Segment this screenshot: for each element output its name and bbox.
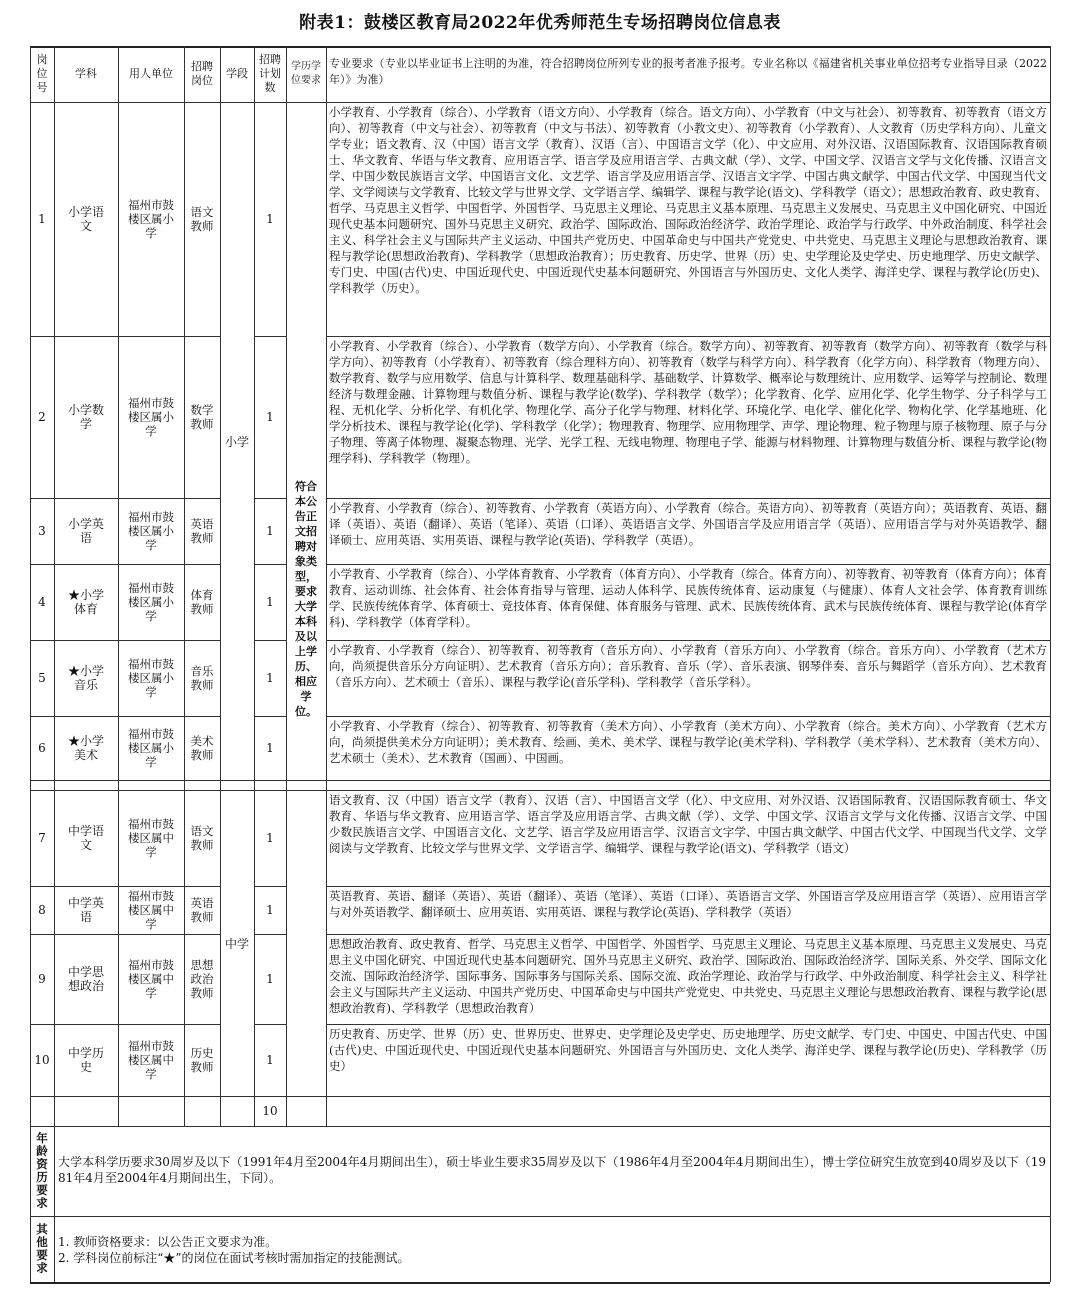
row-7-plan-text: 1 bbox=[266, 831, 274, 845]
row-2-num bbox=[30, 336, 54, 498]
grid-hline bbox=[254, 1024, 286, 1025]
grid-vline bbox=[30, 46, 31, 1126]
row-4-num-text: 4 bbox=[38, 595, 46, 609]
row-4-unit bbox=[118, 564, 184, 640]
row-6-num-text: 6 bbox=[38, 741, 46, 755]
grid-hline bbox=[30, 886, 220, 887]
row-5-subject bbox=[54, 640, 118, 716]
row-8-plan bbox=[254, 886, 286, 934]
grid-hline bbox=[30, 1216, 1050, 1217]
grid-hline bbox=[254, 498, 286, 499]
row-3-post bbox=[184, 498, 220, 564]
row-2-plan bbox=[254, 336, 286, 498]
grid-hline bbox=[326, 886, 1050, 887]
row-5-unit-text: 福州市鼓楼区属小学 bbox=[128, 657, 174, 699]
row-3-plan-text: 1 bbox=[266, 524, 274, 538]
row-4-post-text: 体育教师 bbox=[190, 588, 214, 616]
grid-hline bbox=[254, 934, 286, 935]
row-9-subject bbox=[54, 934, 118, 1024]
row-5-num bbox=[30, 640, 54, 716]
grid-vline bbox=[184, 46, 185, 1126]
row-1-post bbox=[184, 102, 220, 336]
row-3-post-text: 英语教师 bbox=[190, 517, 214, 545]
row-7-subject bbox=[54, 790, 118, 886]
other-line-2: 2. 学科岗位前标注“★”的岗位在面试考核时需加指定的技能测试。 bbox=[58, 1251, 410, 1265]
row-7-unit bbox=[118, 790, 184, 886]
row-2-num-text: 2 bbox=[38, 410, 46, 424]
row-10-num bbox=[30, 1024, 54, 1096]
grid-hline bbox=[30, 1282, 1050, 1284]
grid-vline bbox=[220, 46, 221, 1126]
other-label bbox=[30, 1216, 54, 1282]
grid-hline bbox=[254, 564, 286, 565]
age-label bbox=[30, 1126, 54, 1216]
other-label-text: 其他要求 bbox=[36, 1222, 48, 1275]
row-3-subject-text: 小学英语 bbox=[67, 517, 104, 545]
row-8-subject bbox=[54, 886, 118, 934]
grid-hline bbox=[30, 640, 220, 641]
row-8-num-text: 8 bbox=[38, 903, 46, 917]
header-subject bbox=[54, 46, 118, 102]
row-1-num bbox=[30, 102, 54, 336]
age-text: 大学本科学历要求30周岁及以下（1991年4月至2004年4月期间出生），硕士毕业生要求35周岁及以下（1986年4月至2004年4月期间出生），博士学位研究生放宽到40周岁及以下（1981年4月至2004年4月期间出生，下同）。 bbox=[58, 1155, 1046, 1185]
row-3-unit bbox=[118, 498, 184, 564]
row-10-plan-text: 1 bbox=[266, 1053, 274, 1067]
header-subject-text: 学科 bbox=[75, 67, 97, 80]
row-1-plan-text: 1 bbox=[266, 212, 274, 226]
grid-vline bbox=[118, 46, 119, 1126]
degree-requirement bbox=[286, 102, 326, 1096]
row-10-num-text: 10 bbox=[34, 1053, 50, 1067]
grid-hline bbox=[30, 780, 1050, 781]
row-8-num bbox=[30, 886, 54, 934]
row-5-unit bbox=[118, 640, 184, 716]
row-9-plan bbox=[254, 934, 286, 1024]
other-line-1: 1. 教师资格要求：以公告正文要求为准。 bbox=[58, 1235, 278, 1249]
grid-hline bbox=[254, 886, 286, 887]
header-post bbox=[184, 46, 220, 102]
row-2-major: 小学教育、小学教育（综合）、小学教育（数学方向）、小学教育（综合。数学方向）、初等教育、初等教育（数学方向）、初等教育（数学与科学方向）、初等教育（小学教育）、初等教育（综合理科方向）、初等教育（数学与科学方向）、科学教育（化学方向）、科学教育（物理方向）、数学教育、数学与应用数学、信息与计算科学、数理基础科学、基础数学、计算数学、概率论与数理统计、应用数学、运筹学与控制论、数理经济与数理金融、计算物理与数值分析、课程与教学论(数学)、学科教学（数学）；化学教育、化学、应用化学、化学生物学、分子科学与工程、无机化学、分析化学、有机化学、物理化学、高分子化学与物理、材料化学、环境化学、电化学、催化化学、物构化学、化学基地班、化学分析技术、课程与教学论(化学)、学科教学（化学）；物理教育、物理学、应用物理学、声学、理论物理、粒子物理与原子核物理、原子与分子物理、等离子体物理、凝聚态物理、光学、光学工程、无线电物理、物理电子学、能源与材料物理、计算物理与数值分析、课程与教学论(物理学科)、学科教学（物理）。 bbox=[329, 339, 1047, 465]
grid-vline bbox=[326, 46, 327, 1126]
row-5-major: 小学教育、小学教育（综合）、初等教育、初等教育（音乐方向）、小学教育（音乐方向）、小学教育（综合。音乐方向）、小学教育（艺术方向，尚须提供音乐分方向证明）、艺术教育（音乐方向）；音乐教育、音乐（学）、音乐表演、钢琴伴奏、音乐与舞蹈学（音乐方向）、艺术教育（音乐方向）、艺术硕士（音乐）、课程与教学论(音乐学科)、学科教学（音乐学科）。 bbox=[329, 643, 1047, 689]
grid-hline bbox=[30, 1096, 1050, 1097]
row-8-unit-text: 福州市鼓楼区属中学 bbox=[128, 889, 174, 931]
grid-hline bbox=[326, 934, 1050, 935]
row-3-subject bbox=[54, 498, 118, 564]
row-3-major: 小学教育、小学教育（综合）、初等教育、小学教育（英语方向）、小学教育（综合。英语方向）、初等教育（英语方向）；英语教育、英语、翻译（英语）、英语（翻译）、英语（笔译）、英语（口译）、英语语言文学、外国语言学及应用语言学（英语）、应用语言学与对外英语教学、翻译硕士、应用英语、实用英语、课程与教学论(英语)、学科教学（英语）。 bbox=[329, 501, 1047, 547]
row-8-post bbox=[184, 886, 220, 934]
grid-vline bbox=[1050, 46, 1051, 1126]
header-unit-text: 用人单位 bbox=[129, 67, 173, 80]
grid-hline bbox=[30, 102, 1050, 103]
row-9-plan-text: 1 bbox=[266, 972, 274, 986]
grid-vline bbox=[30, 1126, 31, 1282]
grid-hline bbox=[30, 46, 1050, 48]
row-4-post bbox=[184, 564, 220, 640]
grid-vline bbox=[54, 1126, 55, 1282]
row-1-unit bbox=[118, 102, 184, 336]
grid-vline bbox=[54, 46, 55, 1126]
row-7-major: 语文教育、汉（中国）语言文学（教育）、汉语（言）、中国语言文学（化）、中文应用、对外汉语、汉语国际教育、汉语国际教育硕士、华文教育、华语与华文教育、应用语言学、语言学及应用语言学、古典文献（学）、文学、中国文学、汉语言文学与文化传播、汉语言文学、中国少数民族语言文学、中国语言文化、文艺学、语言学及应用语言学、汉语言文字学、中国古典文献学、中国古代文学、中国现当代文学、文学阅读与文学教育、比较文学与世界文学、文学语言学、编辑学、课程与教学论(语文)、学科教学（语文） bbox=[329, 793, 1047, 855]
row-4-plan bbox=[254, 564, 286, 640]
row-5-num-text: 5 bbox=[38, 671, 46, 685]
row-5-plan-text: 1 bbox=[266, 671, 274, 685]
row-2-post-text: 数学教师 bbox=[190, 403, 214, 431]
grid-hline bbox=[326, 640, 1050, 641]
header-num bbox=[30, 46, 54, 102]
header-stage-text: 学段 bbox=[226, 67, 248, 80]
row-10-unit-text: 福州市鼓楼区属中学 bbox=[128, 1039, 174, 1081]
header-post-text: 招聘岗位 bbox=[191, 60, 213, 87]
row-5-post-text: 音乐教师 bbox=[190, 664, 214, 692]
row-6-plan bbox=[254, 716, 286, 780]
row-8-plan-text: 1 bbox=[266, 903, 274, 917]
row-1-subject-text: 小学语文 bbox=[67, 205, 104, 233]
row-7-num bbox=[30, 790, 54, 886]
grid-hline bbox=[30, 790, 1050, 791]
row-5-plan bbox=[254, 640, 286, 716]
row-7-post bbox=[184, 790, 220, 886]
row-1-major: 小学教育、小学教育（综合）、小学教育（语文方向）、小学教育（综合。语文方向）、小学教育（中文与社会）、初等教育、初等教育（语文方向）、初等教育（中文与社会）、初等教育（中文与书法）、初等教育（小教文史）、初等教育（小学教育）、人文教育（历史学科方向）、儿童文学专业；语文教育、汉（中国）语言文学（教育）、汉语（言）、中国语言文学（化）、中文应用、对外汉语、汉语国际教育、汉语国际教育硕士、华文教育、华语与华文教育、应用语言学、语言学及应用语言学、古典文献（学）、文学、中国文学、汉语言文学与文化传播、汉语言文学、中国少数民族语言文学、中国语言文化、文艺学、语言学及应用语言学、汉语言文字学、中国古典文献学、中国古代文学、中国现当代文学、文学阅读与文学教育、比较文学与世界文学、文学语言学、编辑学、课程与教学论(语文)、学科教学（语文）；思想政治教育、政史教育、哲学、马克思主义哲学、中国哲学、外国哲学、马克思主义理论、马克思主义基本原理、马克思主义发展史、马克思主义中国化研究、中国近现代史基本问题研究、国外马克思主义研究、政治学、国际政治、国际政治经济学、政治学理论、政治学与行政学、中外政治制度、科学社会主义、科学社会主义与国际共产主义运动、中国共产党历史、中国革命史与中国共产党党史、中共党史、马克思主义理论与思想政治教育、课程与教学论(思想政治教育)、学科教学（思想政治教育）；历史教育、历史学、世界（历）史、史学理论及史学史、历史地理学、历史文献学、专门史、中国(古代)史、中国近现代史、中国近现代史基本问题研究、外国语言与外国历史、文化人类学、海洋史学、课程与教学论(历史)、学科教学（历史）。 bbox=[329, 105, 1047, 295]
grid-hline bbox=[30, 934, 220, 935]
row-8-unit bbox=[118, 886, 184, 934]
row-6-post bbox=[184, 716, 220, 780]
row-7-unit-text: 福州市鼓楼区属中学 bbox=[128, 817, 174, 859]
row-9-unit-text: 福州市鼓楼区属中学 bbox=[128, 958, 174, 1000]
age-label-text: 年龄资历要求 bbox=[36, 1131, 48, 1210]
row-8-subject-text: 中学英语 bbox=[67, 896, 104, 924]
row-4-unit-text: 福州市鼓楼区属小学 bbox=[128, 581, 174, 623]
total-plan: 10 bbox=[262, 1104, 278, 1118]
row-9-unit bbox=[118, 934, 184, 1024]
row-3-num-text: 3 bbox=[38, 524, 46, 538]
row-3-unit-text: 福州市鼓楼区属小学 bbox=[128, 510, 174, 552]
row-6-num bbox=[30, 716, 54, 780]
row-6-plan-text: 1 bbox=[266, 741, 274, 755]
row-7-post-text: 语文教师 bbox=[190, 824, 214, 852]
header-plan-text: 招聘计划数 bbox=[259, 53, 281, 94]
grid-hline bbox=[30, 336, 220, 337]
grid-hline bbox=[326, 564, 1050, 565]
row-9-num bbox=[30, 934, 54, 1024]
row-10-major: 历史教育、历史学、世界（历）史、世界历史、世界史、史学理论及史学史、历史地理学、历史文献学、专门史、中国史、中国古代史、中国(古代)史、中国近现代史、中国近现代史基本问题研究、外国语言与外国历史、文化人类学、海洋史学、课程与教学论(历史)、学科教学（历史） bbox=[329, 1027, 1047, 1073]
row-5-subject-text: ★小学音乐 bbox=[67, 664, 104, 692]
row-6-major: 小学教育、小学教育（综合）、初等教育、初等教育（美术方向）、小学教育（美术方向）、小学教育（综合。美术方向）、小学教育（艺术方向，尚须提供美术分方向证明）；美术教育、绘画、美术、美术学、课程与教学论(美术学科)、学科教学（美术学科）、艺术教育（美术方向）、艺术硕士（美术）、艺术教育（国画）、中国画。 bbox=[329, 719, 1047, 765]
row-1-plan bbox=[254, 102, 286, 336]
row-4-plan-text: 1 bbox=[266, 595, 274, 609]
header-num-text: 岗位号 bbox=[36, 53, 48, 94]
row-10-plan bbox=[254, 1024, 286, 1096]
row-3-num bbox=[30, 498, 54, 564]
grid-hline bbox=[30, 716, 220, 717]
stage-middle: 中学 bbox=[224, 936, 249, 951]
row-2-subject bbox=[54, 336, 118, 498]
row-9-major: 思想政治教育、政史教育、哲学、马克思主义哲学、中国哲学、外国哲学、马克思主义理论、马克思主义基本原理、马克思主义发展史、马克思主义中国化研究、中国近现代史基本问题研究、国外马克思主义研究、政治学、国际政治、国际政治经济学、国际关系、外交学、国际文化交流、国际政治经济学、国际事务、国际事务与国际关系、国际交流、政治学理论、政治学与行政学、中外政治制度、科学社会主义、科学社会主义与国际共产主义运动、中国共产党历史、中国革命史与中国共产党党史、中共党史、马克思主义理论与思想政治教育、课程与教学论(思想政治教育)、学科教学（思想政治教育） bbox=[329, 937, 1047, 1015]
row-10-subject-text: 中学历史 bbox=[67, 1046, 104, 1074]
row-6-unit bbox=[118, 716, 184, 780]
header-degree bbox=[286, 46, 326, 102]
grid-hline bbox=[326, 336, 1050, 337]
row-1-num-text: 1 bbox=[38, 212, 46, 226]
grid-hline bbox=[30, 498, 220, 499]
row-6-subject-text: ★小学美术 bbox=[67, 734, 104, 762]
page-title: 附表1：鼓楼区教育局2022年优秀师范生专场招聘岗位信息表 bbox=[299, 13, 781, 33]
row-8-major: 英语教育、英语、翻译（英语）、英语（翻译）、英语（笔译）、英语（口译）、英语语言文学、外国语言学及应用语言学（英语）、应用语言学与对外英语教学、翻译硕士、应用英语、实用英语、课程与教学论(英语)、学科教学（英语） bbox=[329, 889, 1047, 919]
degree-requirement-text: 符合本公告正文招聘对象类型，要求大学本科及以上学历、相应学位。 bbox=[295, 480, 317, 718]
row-6-subject bbox=[54, 716, 118, 780]
grid-hline bbox=[326, 716, 1050, 717]
grid-hline bbox=[326, 1024, 1050, 1025]
row-10-unit bbox=[118, 1024, 184, 1096]
row-1-subject bbox=[54, 102, 118, 336]
row-6-unit-text: 福州市鼓楼区属小学 bbox=[128, 727, 174, 769]
grid-hline bbox=[326, 498, 1050, 499]
row-10-post-text: 历史教师 bbox=[190, 1046, 214, 1074]
row-8-post-text: 英语教师 bbox=[190, 896, 214, 924]
grid-hline bbox=[30, 1024, 220, 1025]
row-7-num-text: 7 bbox=[38, 831, 46, 845]
row-1-unit-text: 福州市鼓楼区属小学 bbox=[128, 198, 174, 240]
row-7-plan bbox=[254, 790, 286, 886]
row-4-subject-text: ★小学体育 bbox=[67, 588, 104, 616]
grid-hline bbox=[30, 564, 220, 565]
header-degree-text: 学历学位要求 bbox=[291, 61, 321, 86]
grid-hline bbox=[254, 336, 286, 337]
row-3-plan bbox=[254, 498, 286, 564]
header-major: 专业要求（专业以毕业证书上注明的为准，符合招聘岗位所列专业的报考者准予报考。专业名称以《福建省机关事业单位招考专业指导目录（2022年）》为准） bbox=[329, 57, 1047, 86]
row-10-post bbox=[184, 1024, 220, 1096]
row-4-num bbox=[30, 564, 54, 640]
row-9-post-text: 思想政治教师 bbox=[190, 958, 214, 1000]
row-5-post bbox=[184, 640, 220, 716]
header-plan bbox=[254, 46, 286, 102]
header-unit bbox=[118, 46, 184, 102]
row-2-plan-text: 1 bbox=[266, 410, 274, 424]
grid-vline bbox=[1050, 1126, 1051, 1282]
row-2-post bbox=[184, 336, 220, 498]
grid-vline bbox=[254, 46, 255, 1126]
row-9-num-text: 9 bbox=[38, 972, 46, 986]
grid-hline bbox=[30, 1126, 1050, 1127]
other-text bbox=[54, 1216, 1050, 1282]
row-9-subject-text: 中学思想政治 bbox=[67, 965, 104, 993]
row-10-subject bbox=[54, 1024, 118, 1096]
grid-hline bbox=[254, 716, 286, 717]
row-4-major: 小学教育、小学教育（综合）、小学体育教育、小学教育（体育方向）、小学教育（综合。体育方向）、初等教育、初等教育（体育方向）；体育教育、运动训练、社会体育、社会体育指导与管理、运动人体科学、民族传统体育、运动康复（与健康）、体育人文社会学、体育教育训练学、民族传统体育学、体育硕士、竞技体育、体育保健、体育服务与管理、武术、民族传统体育、武术与民族传统体育、课程与教学论(体育学科)、学科教学（体育学科）。 bbox=[329, 567, 1047, 629]
row-2-subject-text: 小学数学 bbox=[67, 403, 104, 431]
grid-vline bbox=[286, 46, 287, 1126]
stage-primary: 小学 bbox=[224, 434, 249, 449]
row-6-post-text: 美术教师 bbox=[190, 734, 214, 762]
header-stage bbox=[220, 46, 254, 102]
row-1-post-text: 语文教师 bbox=[190, 205, 214, 233]
row-4-subject bbox=[54, 564, 118, 640]
grid-hline bbox=[254, 640, 286, 641]
row-2-unit-text: 福州市鼓楼区属小学 bbox=[128, 396, 174, 438]
row-2-unit bbox=[118, 336, 184, 498]
row-9-post bbox=[184, 934, 220, 1024]
row-7-subject-text: 中学语文 bbox=[67, 824, 104, 852]
